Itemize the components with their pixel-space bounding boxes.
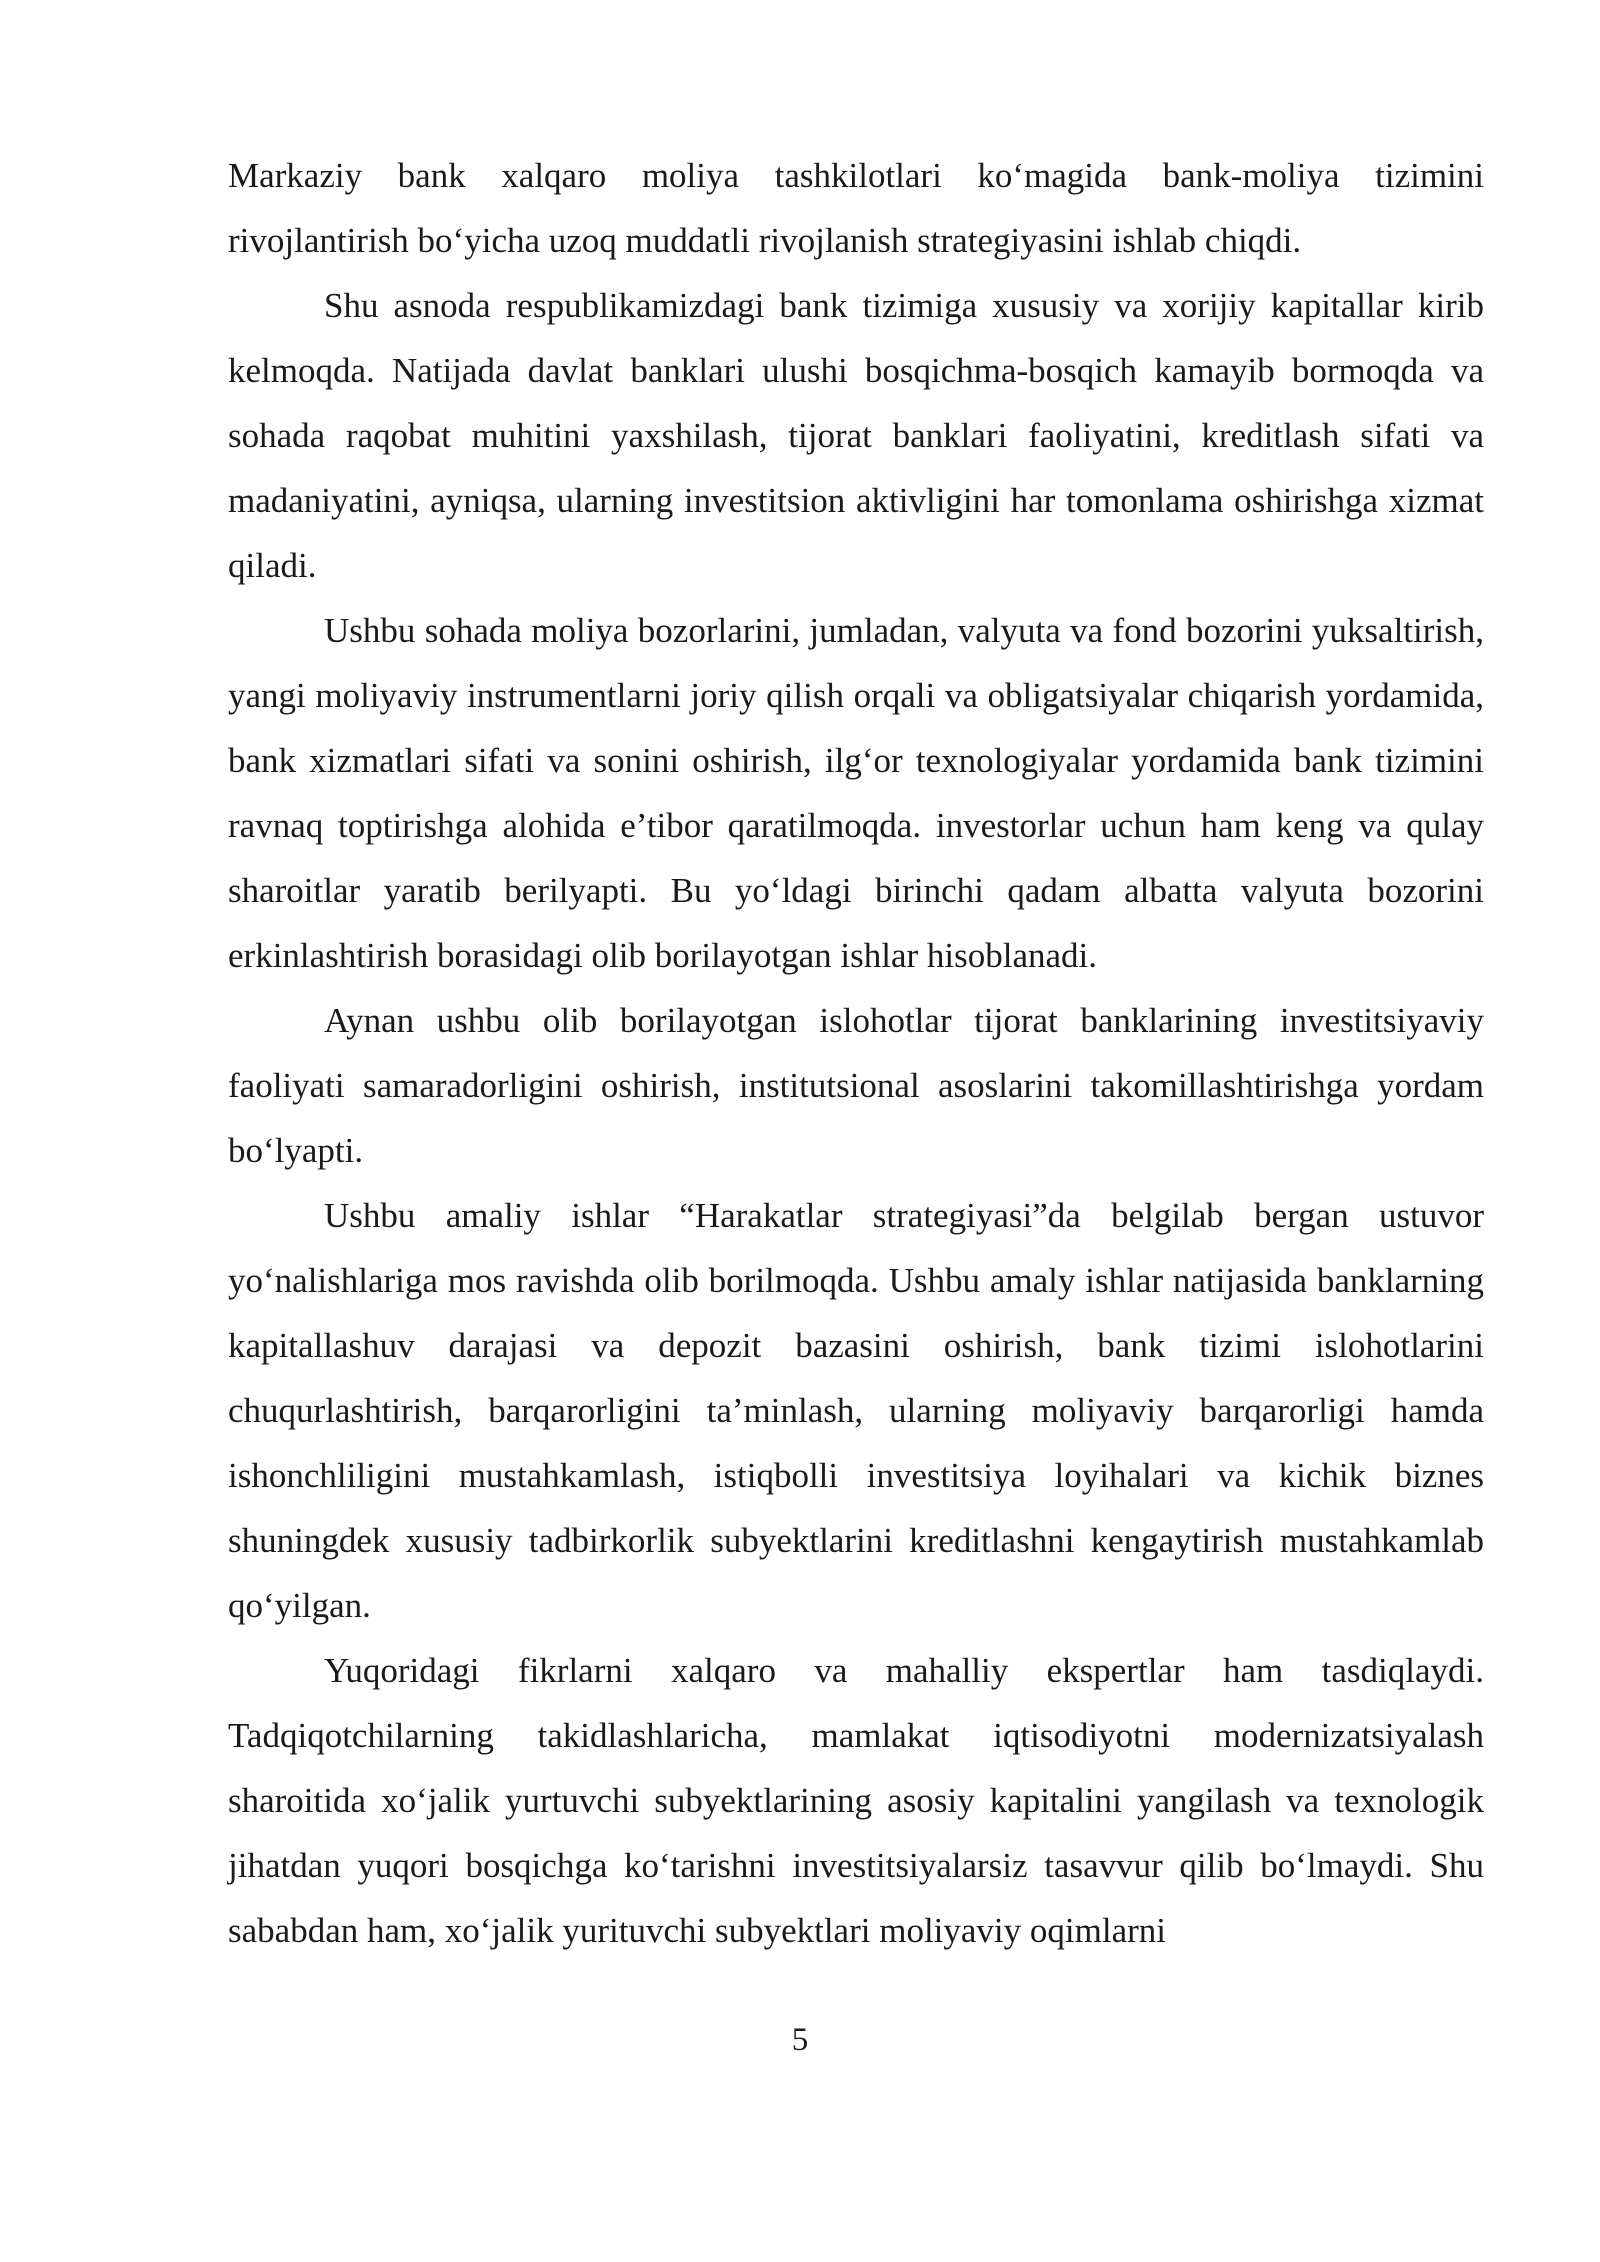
paragraph-4: Aynan ushbu olib borilayotgan islohotlar tijorat banklarining investitsiyaviy faoliyati samaradorligini oshirish, institutsional asoslarini takomillashtirishga yordam bo‘lyapti. bbox=[228, 1001, 1484, 1170]
paragraph-2: Shu asnoda respublikamizdagi bank tizimiga xususiy va xorijiy kapitallar kirib kelmoqda. Natijada davlat banklari ulushi bosqichma-bosqich kamayib bormoqda va sohada raqobat muhitini yaxshilash, tijorat banklari faoliyatini, kreditlash sifati va madaniyatini, ayniqsa, ularning investitsion aktivligini har tomonlama oshirishga xizmat qiladi. bbox=[228, 286, 1484, 585]
paragraph-6: Yuqoridagi fikrlarni xalqaro va mahalliy ekspertlar ham tasdiqlaydi. Tadqiqotchilarning takidlashlaricha, mamlakat iqtisodiyotni modernizatsiyalash sharoitida xo‘jalik yurtuvchi subyektlarining asosiy kapitalini yangilash va texnologik jihatdan yuqori bosqichga ko‘tarishni investitsiyalarsiz tasavvur qilib bo‘lmaydi. Shu sababdan ham, xo‘jalik yurituvchi subyektlari moliyaviy oqimlarni bbox=[228, 1651, 1484, 1950]
paragraph-3: Ushbu sohada moliya bozorlarini, jumladan, valyuta va fond bozorini yuksaltirish, yangi moliyaviy instrumentlarni joriy qilish orqali va obligatsiyalar chiqarish yordamida, bank xizmatlari sifati va sonini oshirish, ilg‘or texnologiyalar yordamida bank tizimini ravnaq toptirishga alohida e’tibor qaratilmoqda. investorlar uchun ham keng va qulay sharoitlar yaratib berilyapti. Bu yo‘ldagi birinchi qadam albatta valyuta bozorini erkinlashtirish borasidagi olib borilayotgan ishlar hisoblanadi. bbox=[228, 611, 1484, 975]
paragraph-1: Markaziy bank xalqaro moliya tashkilotlari ko‘magida bank-moliya tizimini rivojlantirish bo‘yicha uzoq muddatli rivojlanish strategiyasini ishlab chiqdi. bbox=[228, 156, 1484, 260]
document-body bbox=[228, 143, 1484, 1963]
paragraph-5: Ushbu amaliy ishlar “Harakatlar strategiyasi”da belgilab bergan ustuvor yo‘nalishlariga mos ravishda olib borilmoqda. Ushbu amaly ishlar natijasida banklarning kapitallashuv darajasi va depozit bazasini oshirish, bank tizimi islohotlarini chuqurlashtirish, barqarorligini ta’minlash, ularning moliyaviy barqarorligi hamda ishonchliligini mustahkamlash, istiqbolli investitsiya loyihalari va kichik biznes shuningdek xususiy tadbirkorlik subyektlarini kreditlashni kengaytirish mustahkamlab qo‘yilgan. bbox=[228, 1196, 1484, 1625]
page-number: 5 bbox=[791, 2022, 809, 2058]
